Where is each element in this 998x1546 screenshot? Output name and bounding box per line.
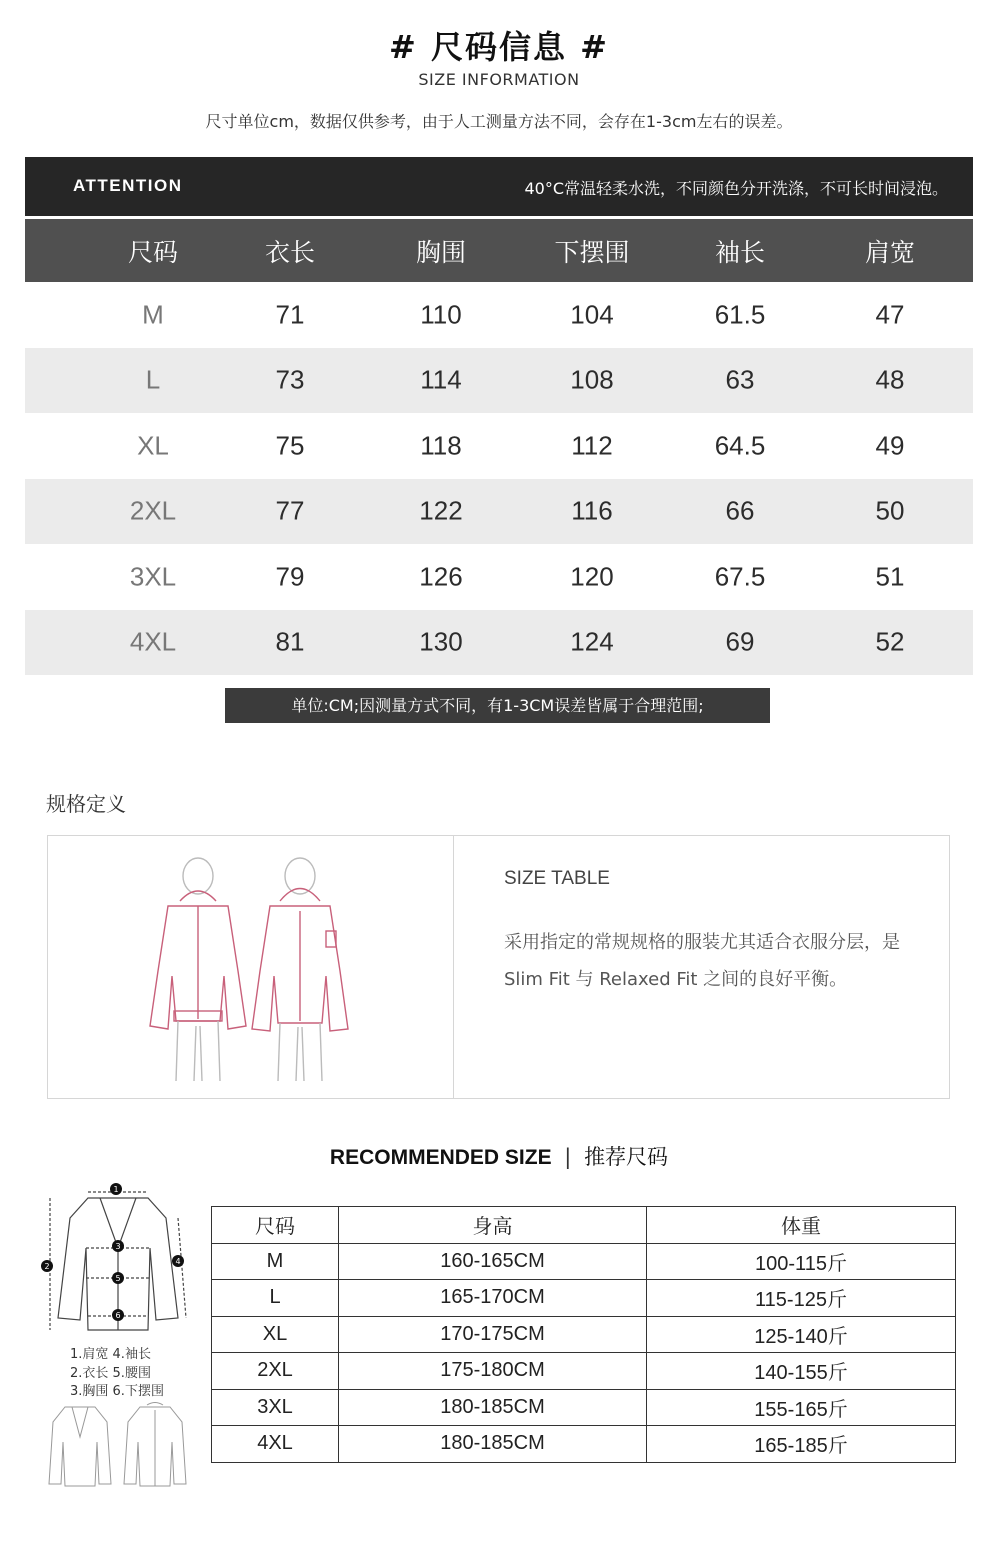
size-value: 116 <box>571 495 613 526</box>
rec-weight: 100-115斤 <box>647 1243 956 1280</box>
unit-note-bar: 单位:CM;因测量方式不同，有1-3CM误差皆属于合理范围; <box>225 688 770 723</box>
size-value: 67.5 <box>714 561 766 592</box>
rec-height: 170-175CM <box>339 1316 647 1353</box>
size-value: 120 <box>570 561 614 592</box>
rec-size: XL <box>212 1316 339 1353</box>
size-value: 130 <box>419 626 463 657</box>
recommended-row <box>212 1243 956 1280</box>
size-row <box>25 282 973 348</box>
marker-1: 1 <box>113 1185 119 1194</box>
rec-weight: 115-125斤 <box>647 1280 956 1317</box>
rec-size: M <box>212 1243 339 1280</box>
size-row <box>25 544 973 610</box>
rec-height: 160-165CM <box>339 1243 647 1280</box>
column-header-shoulder: 肩宽 <box>864 238 915 267</box>
column-header-sleeve: 袖长 <box>714 238 765 267</box>
recommended-header-row <box>212 1207 956 1244</box>
column-header-hem: 下摆围 <box>554 238 630 267</box>
spec-description: 采用指定的常规规格的服装尤其适合衣服分层，是 Slim Fit 与 Relaxed Fit 之间的良好平衡。 <box>504 932 900 990</box>
column-header-size: 尺码 <box>127 238 178 267</box>
size-label: 2XL <box>129 495 177 526</box>
size-value: 69 <box>725 626 755 657</box>
size-value: 47 <box>875 299 905 330</box>
page-title: # 尺码信息 # <box>389 28 609 66</box>
size-value: 81 <box>275 626 305 657</box>
recommended-row <box>212 1353 956 1390</box>
rec-weight: 165-185斤 <box>647 1426 956 1463</box>
rec-height: 180-185CM <box>339 1426 647 1463</box>
column-header-chest: 胸围 <box>415 238 466 267</box>
size-value: 75 <box>275 430 305 461</box>
recommended-row <box>212 1316 956 1353</box>
rec-size: L <box>212 1280 339 1317</box>
legend-line: 2.衣长 5.腰围 <box>70 1365 151 1381</box>
title-separator: | <box>564 1145 572 1169</box>
rec-height: 175-180CM <box>339 1353 647 1390</box>
size-row <box>25 610 973 676</box>
size-value: 63 <box>725 364 755 395</box>
rec-weight: 140-155斤 <box>647 1353 956 1390</box>
size-label: 3XL <box>129 561 177 592</box>
rec-col-weight: 体重 <box>647 1207 956 1244</box>
size-value: 73 <box>275 364 305 395</box>
spec-divider <box>453 836 454 1098</box>
size-row <box>25 479 973 545</box>
size-value: 64.5 <box>714 430 766 461</box>
size-label: M <box>142 299 164 330</box>
care-instructions: 40°C常温轻柔水洗，不同颜色分开洗涤，不可长时间浸泡。 <box>524 179 948 198</box>
recommended-size-table <box>211 1206 956 1463</box>
size-value: 52 <box>875 626 905 657</box>
recommended-row <box>212 1426 956 1463</box>
jacket-illustration-icon <box>128 851 368 1091</box>
page-subtitle: SIZE INFORMATION <box>418 70 580 89</box>
recommended-row <box>212 1389 956 1426</box>
size-value: 66 <box>725 495 755 526</box>
size-value: 61.5 <box>714 299 766 330</box>
column-header-length: 衣长 <box>264 238 315 267</box>
legend-line: 1.肩宽 4.袖长 <box>70 1347 151 1362</box>
size-value: 108 <box>570 364 614 395</box>
size-label: L <box>145 364 161 395</box>
marker-4: 4 <box>175 1257 181 1266</box>
legend-line: 3.胸围 6.下摆围 <box>70 1384 164 1399</box>
jacket-measure-diagram-icon <box>38 1178 198 1338</box>
size-table-header <box>25 219 973 282</box>
size-value: 71 <box>275 299 305 330</box>
measurement-note: 尺寸单位cm，数据仅供参考，由于人工测量方法不同，会存在1-3cm左右的误差。 <box>205 112 793 131</box>
size-value: 124 <box>570 626 614 657</box>
recommended-title-en: RECOMMENDED SIZE <box>329 1146 552 1169</box>
recommended-row <box>212 1280 956 1317</box>
spec-panel <box>47 835 950 1099</box>
size-value: 79 <box>275 561 305 592</box>
size-value: 50 <box>875 495 905 526</box>
size-label: 4XL <box>129 626 177 657</box>
size-value: 110 <box>420 299 462 330</box>
rec-size: 3XL <box>212 1389 339 1426</box>
size-value: 126 <box>419 561 463 592</box>
size-value: 48 <box>875 364 905 395</box>
rec-height: 165-170CM <box>339 1280 647 1317</box>
size-value: 77 <box>275 495 305 526</box>
rec-col-height: 身高 <box>339 1207 647 1244</box>
size-value: 104 <box>570 299 614 330</box>
spec-section-title: 规格定义 <box>46 792 126 816</box>
size-value: 118 <box>420 430 462 461</box>
size-value: 122 <box>419 495 463 526</box>
rec-weight: 125-140斤 <box>647 1316 956 1353</box>
marker-6: 6 <box>115 1311 121 1320</box>
attention-label: ATTENTION <box>73 176 183 195</box>
size-table <box>25 219 973 675</box>
size-value: 112 <box>571 430 613 461</box>
rec-size: 2XL <box>212 1353 339 1390</box>
spec-subtitle: SIZE TABLE <box>504 868 610 889</box>
rec-col-size: 尺码 <box>212 1207 339 1244</box>
size-row <box>25 348 973 414</box>
rec-size: 4XL <box>212 1426 339 1463</box>
rec-weight: 155-165斤 <box>647 1389 956 1426</box>
marker-2: 2 <box>44 1262 50 1271</box>
marker-3: 3 <box>115 1242 121 1251</box>
recommended-title <box>0 1141 998 1171</box>
attention-bar <box>25 157 973 216</box>
marker-5: 5 <box>115 1274 121 1283</box>
size-label: XL <box>137 430 169 461</box>
recommended-title-cn: 推荐尺码 <box>584 1145 669 1169</box>
measure-legend <box>70 1346 164 1402</box>
size-value: 51 <box>875 561 905 592</box>
rec-height: 180-185CM <box>339 1389 647 1426</box>
size-value: 49 <box>875 430 905 461</box>
size-value: 114 <box>420 364 462 395</box>
jacket-thumbnails-icon <box>45 1402 195 1490</box>
size-row <box>25 413 973 479</box>
